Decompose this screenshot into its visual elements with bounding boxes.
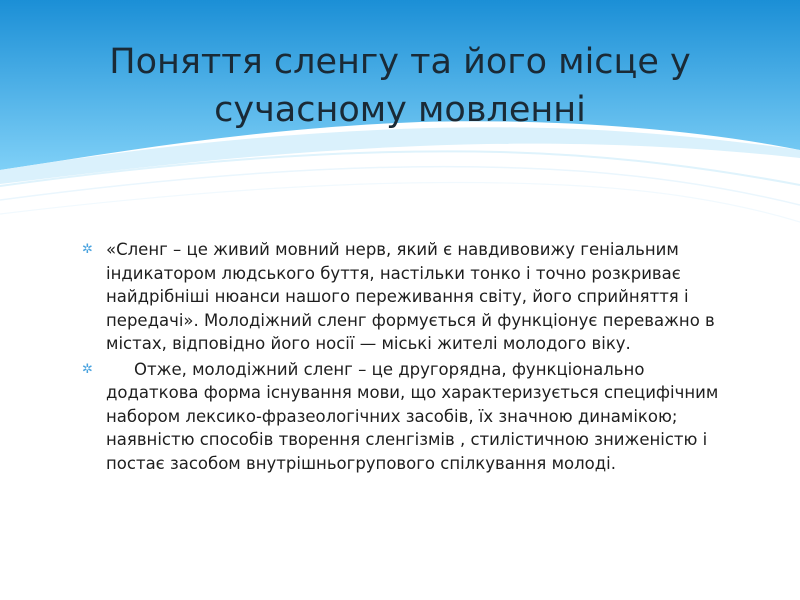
bullet-item xyxy=(82,238,722,356)
bullet-text: «Сленг – це живий мовний нерв, який є навдивовижу геніальним індикатором людського буття, настільки тонко і точно розкриває найдрібніші нюанси нашого переживання світу, його сприйняття і передачі». Молодіжний сленг формується й функціонує переважно в містах, відповідно його носії — міські жителі молодого віку. xyxy=(106,240,715,353)
star-bullet-icon: ✲ xyxy=(82,361,93,377)
slide-title: Поняття сленгу та його місце у сучасному мовленні xyxy=(109,42,691,130)
bullet-list xyxy=(82,238,722,477)
star-bullet-icon: ✲ xyxy=(82,242,93,257)
bullet-text: Отже, молодіжний сленг – це другорядна, функціонально додаткова форма існування мови, що характеризується специфічним набором лексико-фразеологічних засобів, їх значною динамікою; наявністю способів творення сленгізмів , стилістичною зниженістю і постає засобом внутрішньогрупового спілкування молоді. xyxy=(106,359,719,473)
bullet-item xyxy=(82,358,722,476)
